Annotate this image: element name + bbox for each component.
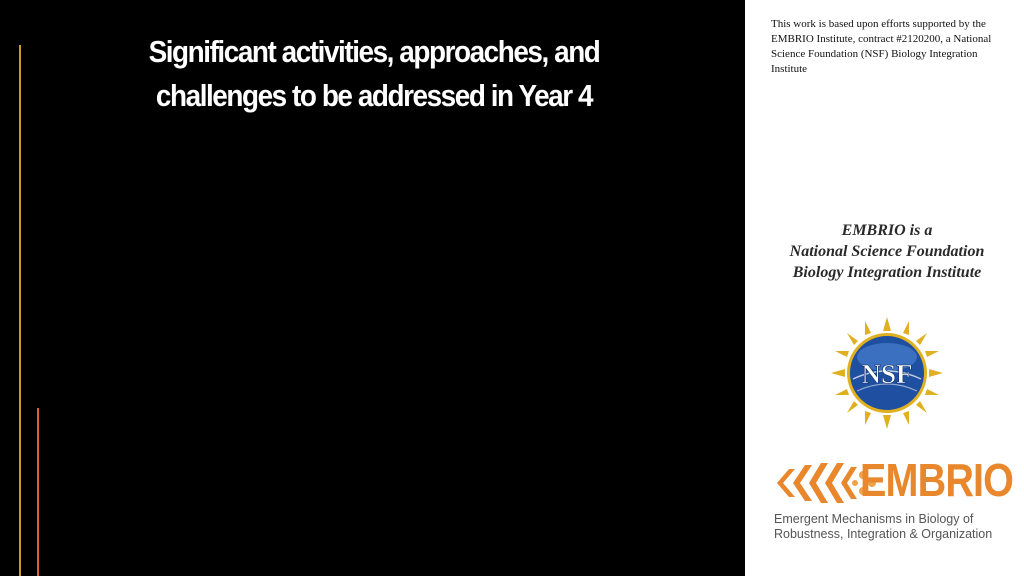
gold-accent-line: [19, 45, 21, 576]
title-line-1: Significant activities, approaches, and: [148, 34, 600, 69]
acknowledgment-text: This work is based upon efforts supported by the EMBRIO Institute, contract #2120200, a National Science Foundation (NSF) Biology Integration Institute: [771, 18, 992, 75]
nsf-statement: [745, 220, 1024, 283]
embrio-wordmark: EMBRIO: [860, 454, 1014, 506]
embrio-tagline-line-2: Robustness, Integration & Organization: [774, 527, 993, 541]
title-line-2: challenges to be addressed in Year 4: [155, 78, 593, 113]
sponsor-panel: [745, 0, 1024, 576]
nsf-logo-icon: [831, 317, 943, 429]
embrio-tagline-line-1: Emergent Mechanisms in Biology of: [774, 512, 974, 526]
nsf-logo-text: NSF: [861, 359, 913, 389]
orange-accent-line: [37, 408, 39, 576]
nsf-statement-line-1: EMBRIO is a: [841, 222, 933, 239]
slide-title: [91, 30, 656, 118]
nsf-statement-line-2: National Science Foundation: [789, 243, 985, 260]
embrio-tagline: [774, 512, 1014, 542]
nsf-statement-line-3: Biology Integration Institute: [792, 264, 982, 281]
